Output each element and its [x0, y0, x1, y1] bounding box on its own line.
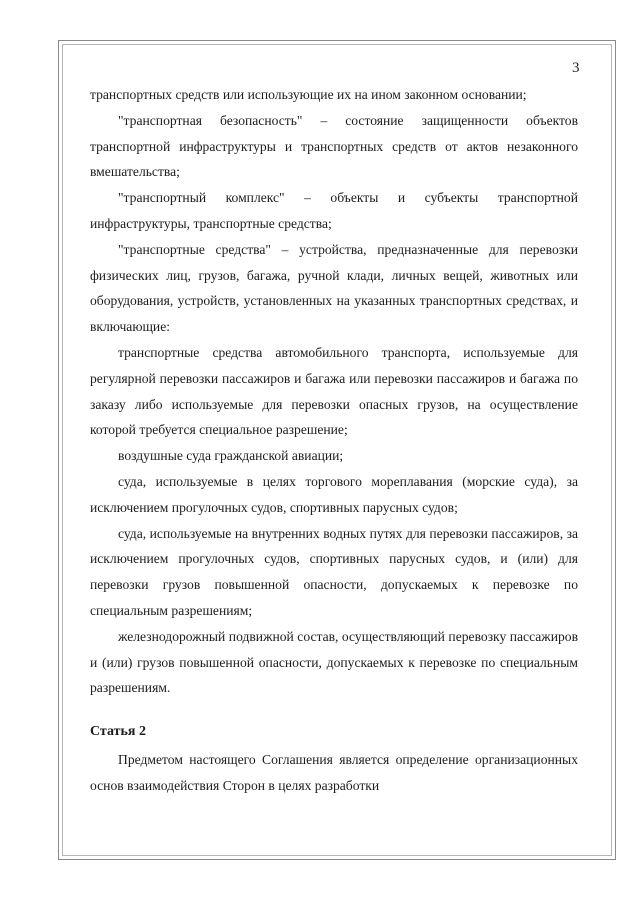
list-item-aircraft: воздушные суда гражданской авиации;: [118, 448, 344, 464]
definition-transport-security: "транспортная безопасность" – состояние защищенности объектов транспортной инфраструктуры и транспортных средств от актов незаконного вмешательства;: [90, 112, 578, 180]
spacer: [90, 701, 578, 713]
list-item-sea-vessels: суда, используемые в целях торгового мореплавания (морские суда), за исключением прогулочных судов, спортивных парусных судов;: [90, 473, 578, 515]
definition-transport-complex: "транспортный комплекс" – объекты и субъекты транспортной инфраструктуры, транспортные средства;: [90, 190, 578, 231]
paragraph-continuation: транспортных средств или использующие их на ином законном основании;: [90, 87, 527, 102]
document-body: [90, 82, 578, 799]
list-item-railway: железнодорожный подвижной состав, осуществляющий перевозку пассажиров и (или) грузов повышенной опасности, допускаемых к перевозке по специальным разрешениям.: [90, 628, 578, 696]
page-number: 3: [572, 60, 580, 76]
definition-vehicles: "транспортные средства" – устройства, предназначенные для перевозки физических лиц, грузов, багажа, ручной клади, личных вещей, животных или оборудования, устройств, установленных на указанных транспортных средствах, и включающие:: [90, 241, 578, 335]
list-item-road-transport: транспортные средства автомобильного транспорта, используемые для регулярной перевозки пассажиров и багажа или перевозки пассажиров и багажа по заказу либо используемые для перевозки опасных грузов, на осуществление которой требуется специальное разрешение;: [90, 344, 578, 438]
article-heading: Статья 2: [90, 724, 146, 740]
article-paragraph: Предметом настоящего Соглашения является определение организационных основ взаимодействия Сторон в целях разработки: [90, 751, 578, 793]
list-item-inland-vessels: суда, используемые на внутренних водных путях для перевозки пассажиров, за исключением прогулочных судов, спортивных парусных судов, и (или) для перевозки грузов повышенной опасности, допускаемых к перевозке по специальным разрешениям;: [90, 525, 578, 618]
